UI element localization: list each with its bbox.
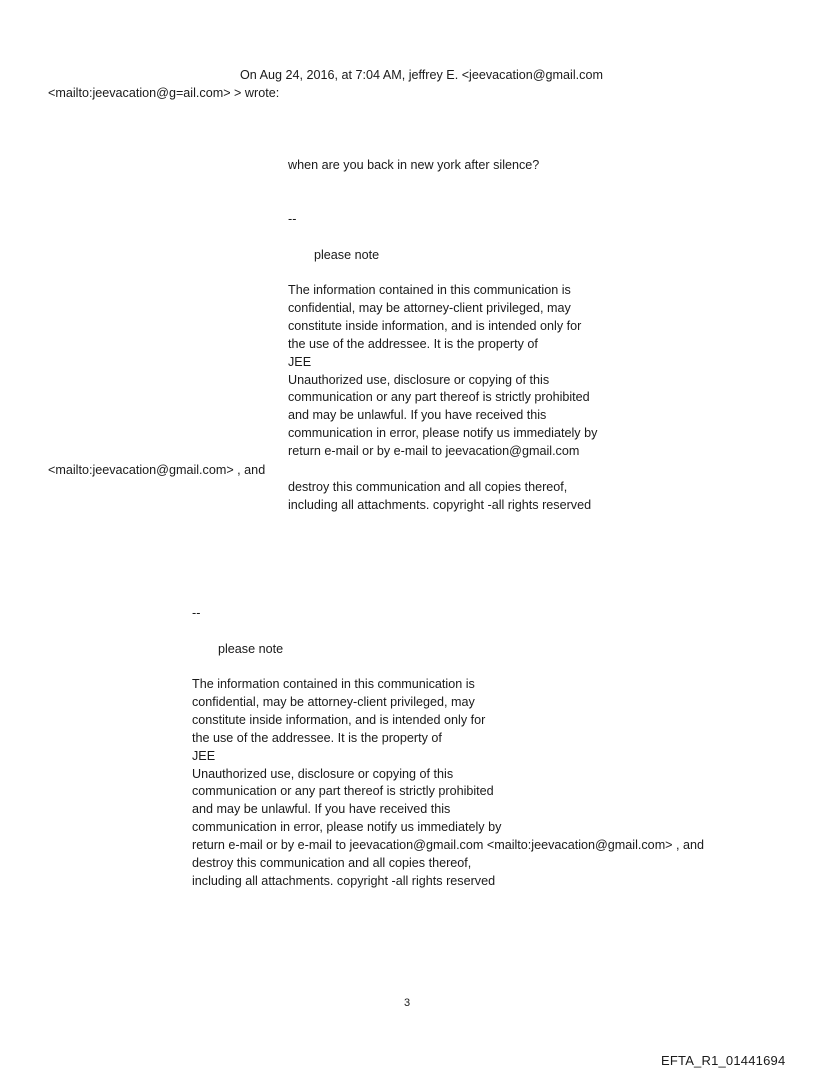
inner-disclaimer-line: confidential, may be attorney-client privileged, may [288, 300, 571, 315]
message-body: when are you back in new york after silence? [288, 158, 540, 172]
page-number: 3 [404, 997, 411, 1009]
inner-disclaimer-closing [288, 479, 591, 515]
inner-signature-separator: -- [288, 212, 297, 226]
document-id: EFTA_R1_01441694 [661, 1053, 786, 1068]
outer-disclaimer-line: confidential, may be attorney-client privileged, may [192, 694, 475, 709]
outer-disclaimer-line: constitute inside information, and is intended only for [192, 712, 486, 727]
quote-header-line-2: <mailto:jeevacation@g=ail.com> > wrote: [48, 86, 280, 100]
inner-disclaimer-line: the use of the addressee. It is the property of [288, 336, 538, 351]
outer-disclaimer-line: JEE [192, 748, 216, 763]
inner-disclaimer-line: and may be unlawful. If you have received this [288, 408, 547, 423]
inner-note-heading: please note [314, 248, 380, 262]
outer-disclaimer-line: Unauthorized use, disclosure or copying of this [192, 766, 454, 781]
quote-header-line-1: On Aug 24, 2016, at 7:04 AM, jeffrey E. <jeevacation@gmail.com [240, 68, 603, 82]
outer-disclaimer-line: the use of the addressee. It is the property of [192, 730, 442, 745]
inner-disclaimer-line: destroy this communication and all copies thereof, [288, 480, 568, 494]
outer-signature-separator: -- [192, 606, 201, 620]
outer-disclaimer-line: communication or any part thereof is strictly prohibited [192, 784, 494, 799]
inner-disclaimer-line: JEE [288, 354, 312, 369]
inner-disclaimer-line: The information contained in this communication is [288, 283, 571, 297]
inner-disclaimer-line: communication or any part thereof is strictly prohibited [288, 390, 590, 405]
outer-disclaimer-line: destroy this communication and all copies thereof, [192, 856, 472, 871]
inner-disclaimer-line: communication in error, please notify us immediately by [288, 426, 598, 441]
outer-disclaimer-line: The information contained in this communication is [192, 677, 475, 691]
inner-disclaimer-line: return e-mail or by e-mail to jeevacation@gmail.com [288, 444, 580, 459]
inner-mailto-line: <mailto:jeevacation@gmail.com> , and [48, 463, 266, 477]
inner-disclaimer-line: including all attachments. copyright -all rights reserved [288, 497, 592, 512]
inner-disclaimer [288, 282, 597, 461]
inner-disclaimer-line: Unauthorized use, disclosure or copying of this [288, 372, 550, 387]
outer-disclaimer-line: and may be unlawful. If you have received this [192, 802, 451, 817]
outer-disclaimer-line: return e-mail or by e-mail to jeevacation@gmail.com <mailto:jeevacation@gmail.com> , and [192, 838, 705, 853]
outer-disclaimer-line: communication in error, please notify us immediately by [192, 820, 502, 835]
outer-disclaimer [192, 676, 704, 891]
outer-note-heading: please note [218, 642, 284, 656]
inner-disclaimer-line: constitute inside information, and is intended only for [288, 318, 582, 333]
outer-disclaimer-line: including all attachments. copyright -all rights reserved [192, 873, 496, 888]
